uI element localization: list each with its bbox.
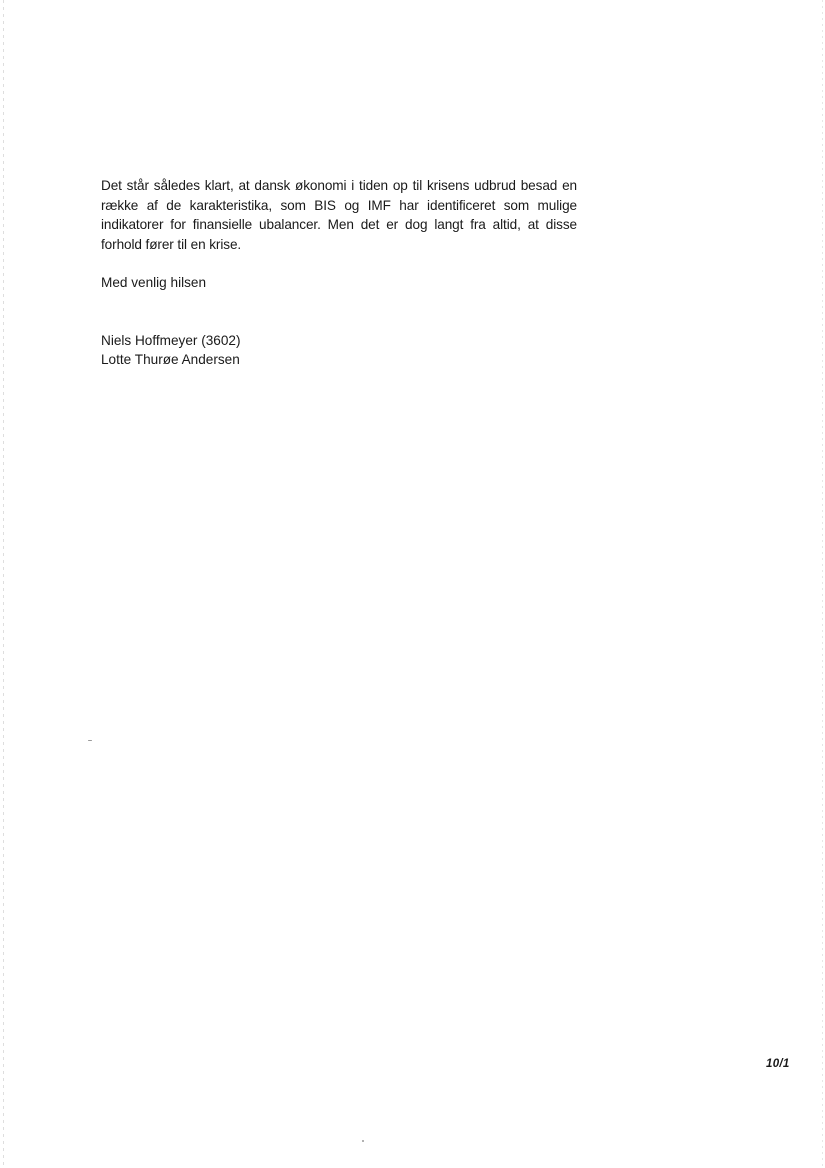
scan-speck (362, 1140, 364, 1142)
scan-speck (88, 740, 92, 741)
scan-edge-right (822, 0, 823, 1168)
signatory-name: Lotte Thurøe Andersen (101, 352, 240, 367)
body-paragraph: Det står således klart, at dansk økonomi i tiden op til krisens udbrud besad en række af de karakteristika, som BIS og IMF har identificeret som mulige indikatorer for finansielle ubalancer. Men det er dog langt fra altid, at disse forhold fører til en krise. (101, 178, 577, 252)
signatory-name: Niels Hoffmeyer (3602) (101, 333, 241, 348)
page-reference: 10/1 (766, 1058, 790, 1070)
scan-edge-left (3, 0, 4, 1168)
closing-greeting: Med venlig hilsen (101, 275, 207, 290)
